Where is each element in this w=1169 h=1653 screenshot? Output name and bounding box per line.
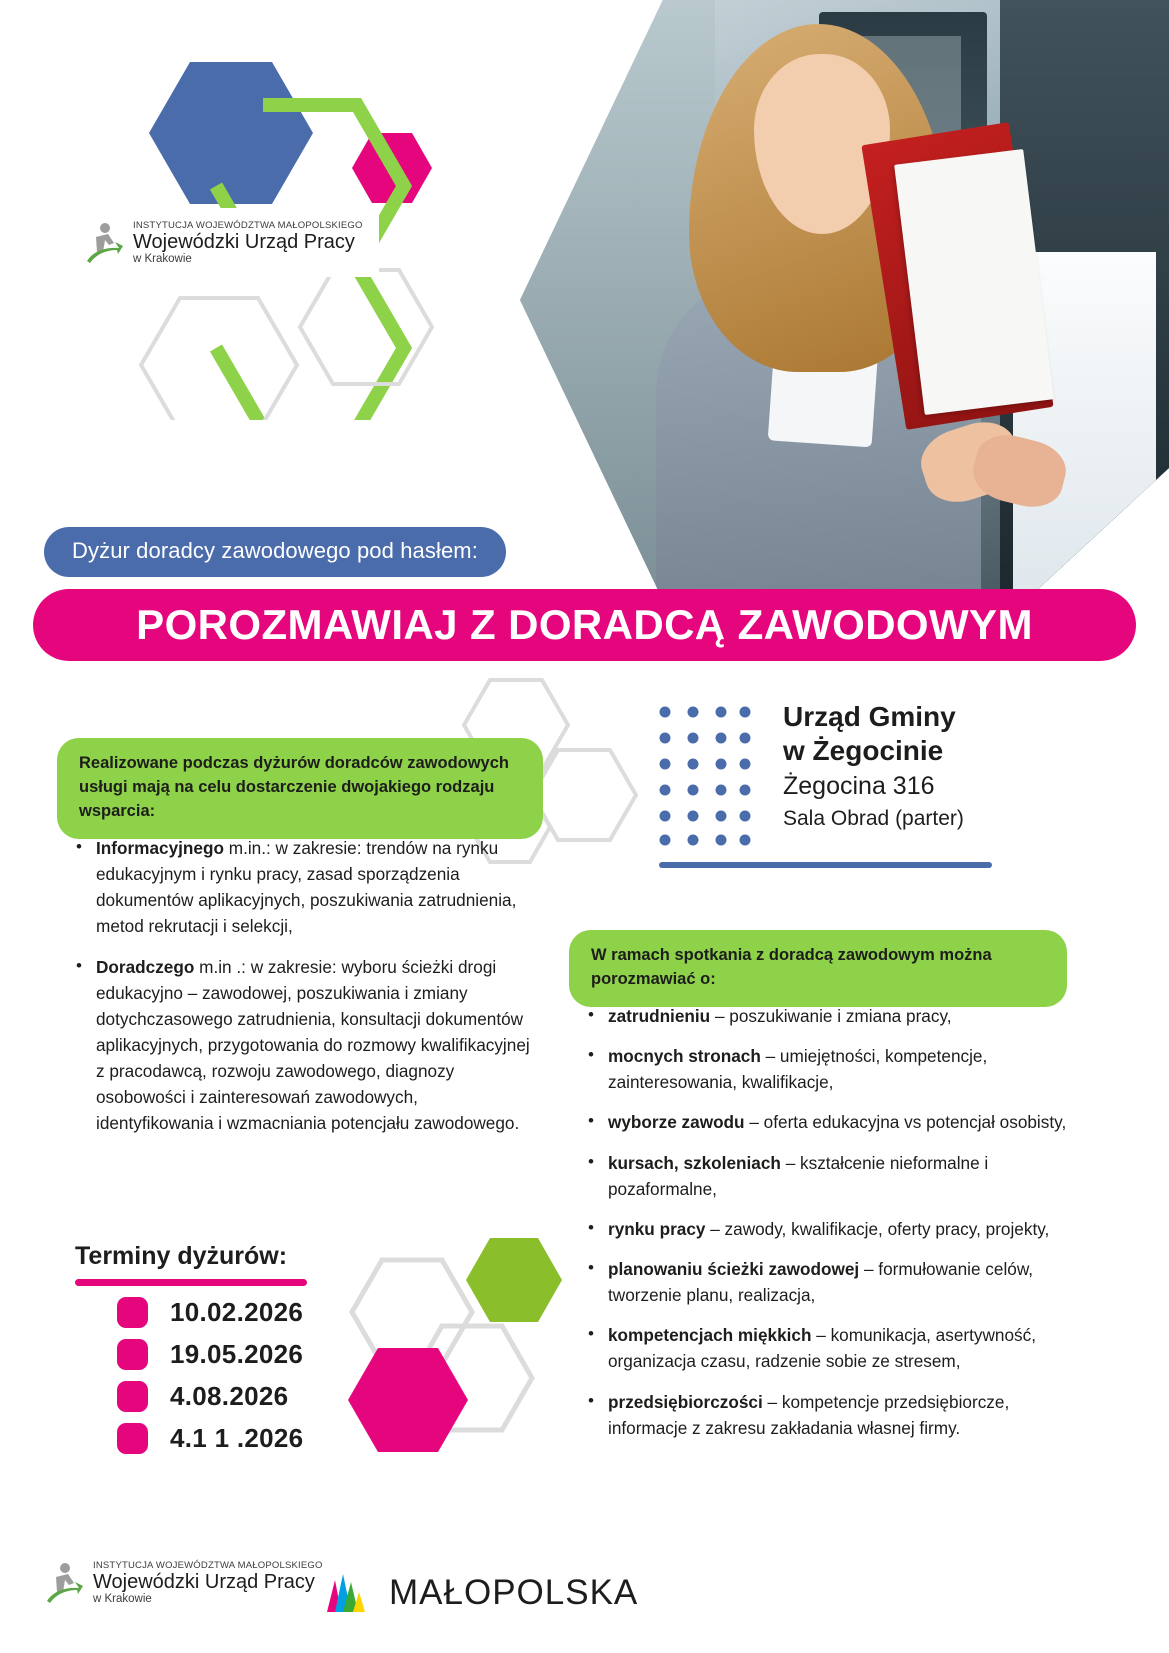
hexagon-blue-filled (149, 62, 313, 204)
schedule-title: Terminy dyżurów: (75, 1242, 288, 1270)
hexagon-gray-outline-4 (532, 750, 636, 840)
list-item (578, 1322, 1078, 1374)
venue-underline (659, 862, 992, 868)
schedule-date-row (75, 1381, 405, 1412)
wup-logo-line2: Wojewódzki Urząd Pracy (133, 231, 355, 253)
date-chip-icon (117, 1423, 148, 1454)
date-chip-icon (117, 1339, 148, 1370)
right-intro-box (569, 930, 1067, 1007)
list-item (578, 1150, 1078, 1202)
list-item (578, 1003, 1078, 1029)
bullet-rest: – formułowanie celów, tworzenie planu, realizacja, (608, 1258, 1034, 1306)
bullet-rest: – poszukiwanie i zmiana pracy, (710, 1006, 952, 1026)
schedule-date: 10.02.2026 (170, 1297, 304, 1327)
venue-name-line1: Urząd Gminy (783, 701, 956, 732)
bullet-lead: wyborze zawodu (608, 1112, 745, 1133)
wup-logo-footer (44, 1560, 323, 1605)
bullet-rest: – zawody, kwalifikacje, oferty pracy, projekty, (705, 1218, 1050, 1239)
hexagon-green-outline-2 (216, 267, 404, 420)
bullet-rest: – umiejętności, kompetencje, zainteresowania, kwalifikacje, (608, 1046, 988, 1093)
schedule-date-row (75, 1423, 405, 1454)
bullet-lead: rynku pracy (608, 1218, 706, 1239)
bullet-lead: Informacyjnego (96, 838, 224, 858)
wup-emblem-icon (84, 221, 124, 265)
right-bullet-list (578, 1003, 1078, 1455)
kicker-banner (44, 527, 506, 577)
malopolska-wordmark: MAŁOPOLSKA (389, 1573, 639, 1612)
wup-logo-line1: INSTYTUCJA WOJEWÓDZTWA MAŁOPOLSKIEGO (133, 220, 363, 231)
left-intro-box (57, 738, 543, 839)
schedule-date-row (75, 1297, 405, 1328)
page-title: POROZMAWIAJ Z DORADCĄ ZAWODOWYM (136, 601, 1033, 648)
left-intro-text: Realizowane podczas dyżurów doradców zawodowych usługi mają na celu dostarczenie dwojakiego rodzaju wsparcia: (79, 754, 509, 820)
title-banner (33, 589, 1136, 661)
schedule-underline (75, 1279, 307, 1286)
malopolska-logo (325, 1572, 638, 1614)
hexagon-pink-small (352, 133, 432, 203)
list-item (578, 1109, 1078, 1135)
list-item (578, 1216, 1078, 1242)
wup-emblem-icon (44, 1561, 84, 1605)
hexagon-gray-outline-2 (300, 270, 432, 384)
wup-logo-line3: w Krakowie (93, 1593, 152, 1606)
date-chip-icon (117, 1297, 148, 1328)
schedule-date: 4.1 1 .2026 (170, 1423, 304, 1453)
kicker-text: Dyżur doradcy zawodowego pod hasłem: (72, 538, 478, 563)
wup-logo-line3: w Krakowie (133, 253, 192, 266)
bullet-lead: mocnych stronach (608, 1046, 761, 1067)
wup-logo-line1: INSTYTUCJA WOJEWÓDZTWA MAŁOPOLSKIEGO (93, 1560, 323, 1571)
hexagon-green-filled (466, 1238, 562, 1322)
bullet-lead: kursach, szkoleniach (608, 1152, 781, 1173)
venue-block (659, 700, 1079, 868)
wup-logo-line2: Wojewódzki Urząd Pracy (93, 1571, 315, 1593)
list-item (66, 835, 536, 940)
bullet-lead: zatrudnieniu (608, 1006, 711, 1026)
malopolska-mountains-icon (325, 1572, 375, 1614)
venue-name-line2: w Żegocinie (783, 735, 944, 767)
left-bullet-list (66, 835, 536, 1151)
bullet-rest: m.in.: w zakresie: trendów na rynku edukacyjnym i rynku pracy, zasad sporządzenia dokumentów aplikacyjnych, poszukiwania zatrudnienia, metod rekrutacji i selekcji, (96, 838, 517, 937)
bullet-rest: – kompetencje przedsiębiorcze, informacje z zakresu zakładania własnej firmy. (608, 1391, 1010, 1438)
bullet-rest: – oferta edukacyjna vs potencjał osobisty, (744, 1112, 1067, 1133)
schedule-block (75, 1242, 405, 1454)
list-item (578, 1256, 1078, 1308)
list-item (578, 1389, 1078, 1441)
bullet-lead: przedsiębiorczości (608, 1391, 763, 1412)
list-item (578, 1043, 1078, 1095)
venue-room: Sala Obrad (parter) (783, 806, 964, 830)
date-chip-icon (117, 1381, 148, 1412)
bullet-lead: Doradczego (96, 956, 195, 977)
schedule-date: 19.05.2026 (170, 1339, 304, 1369)
bullet-rest: – kształcenie nieformalne i pozaformalne, (608, 1152, 989, 1199)
wup-logo-header (72, 208, 379, 277)
dot-grid-icon (659, 706, 751, 846)
venue-street: Żegocina 316 (783, 772, 935, 801)
hexagon-gray-outline-1 (141, 298, 297, 420)
bullet-lead: planowaniu ścieżki zawodowej (608, 1258, 860, 1279)
list-item (66, 954, 536, 1137)
hexagon-gray-outline-7 (412, 1326, 532, 1430)
bullet-rest: m.in .: w zakresie: wyboru ścieżki drogi edukacyjno – zawodowej, poszukiwania i zmiany dotychczasowego zatrudnienia, konsultacji dokumentów aplikacyjnych, przygotowania do rozmowy kwalifikacyjnej z pracodawcą, rozwoju zawodowego, diagnozy osobowości i zainteresowań zawodowych, identyfikowania i wzmacniania potencjału zawodowego. (96, 956, 530, 1134)
bullet-lead: kompetencjach miękkich (608, 1325, 812, 1346)
right-intro-text: W ramach spotkania z doradcą zawodowym można porozmawiać o: (591, 946, 992, 988)
schedule-date-row (75, 1339, 405, 1370)
schedule-date: 4.08.2026 (170, 1381, 289, 1411)
hero-photo (520, 0, 1169, 600)
bullet-rest: – komunikacja, asertywność, organizacja czasu, radzenie sobie ze stresem, (608, 1325, 1036, 1372)
